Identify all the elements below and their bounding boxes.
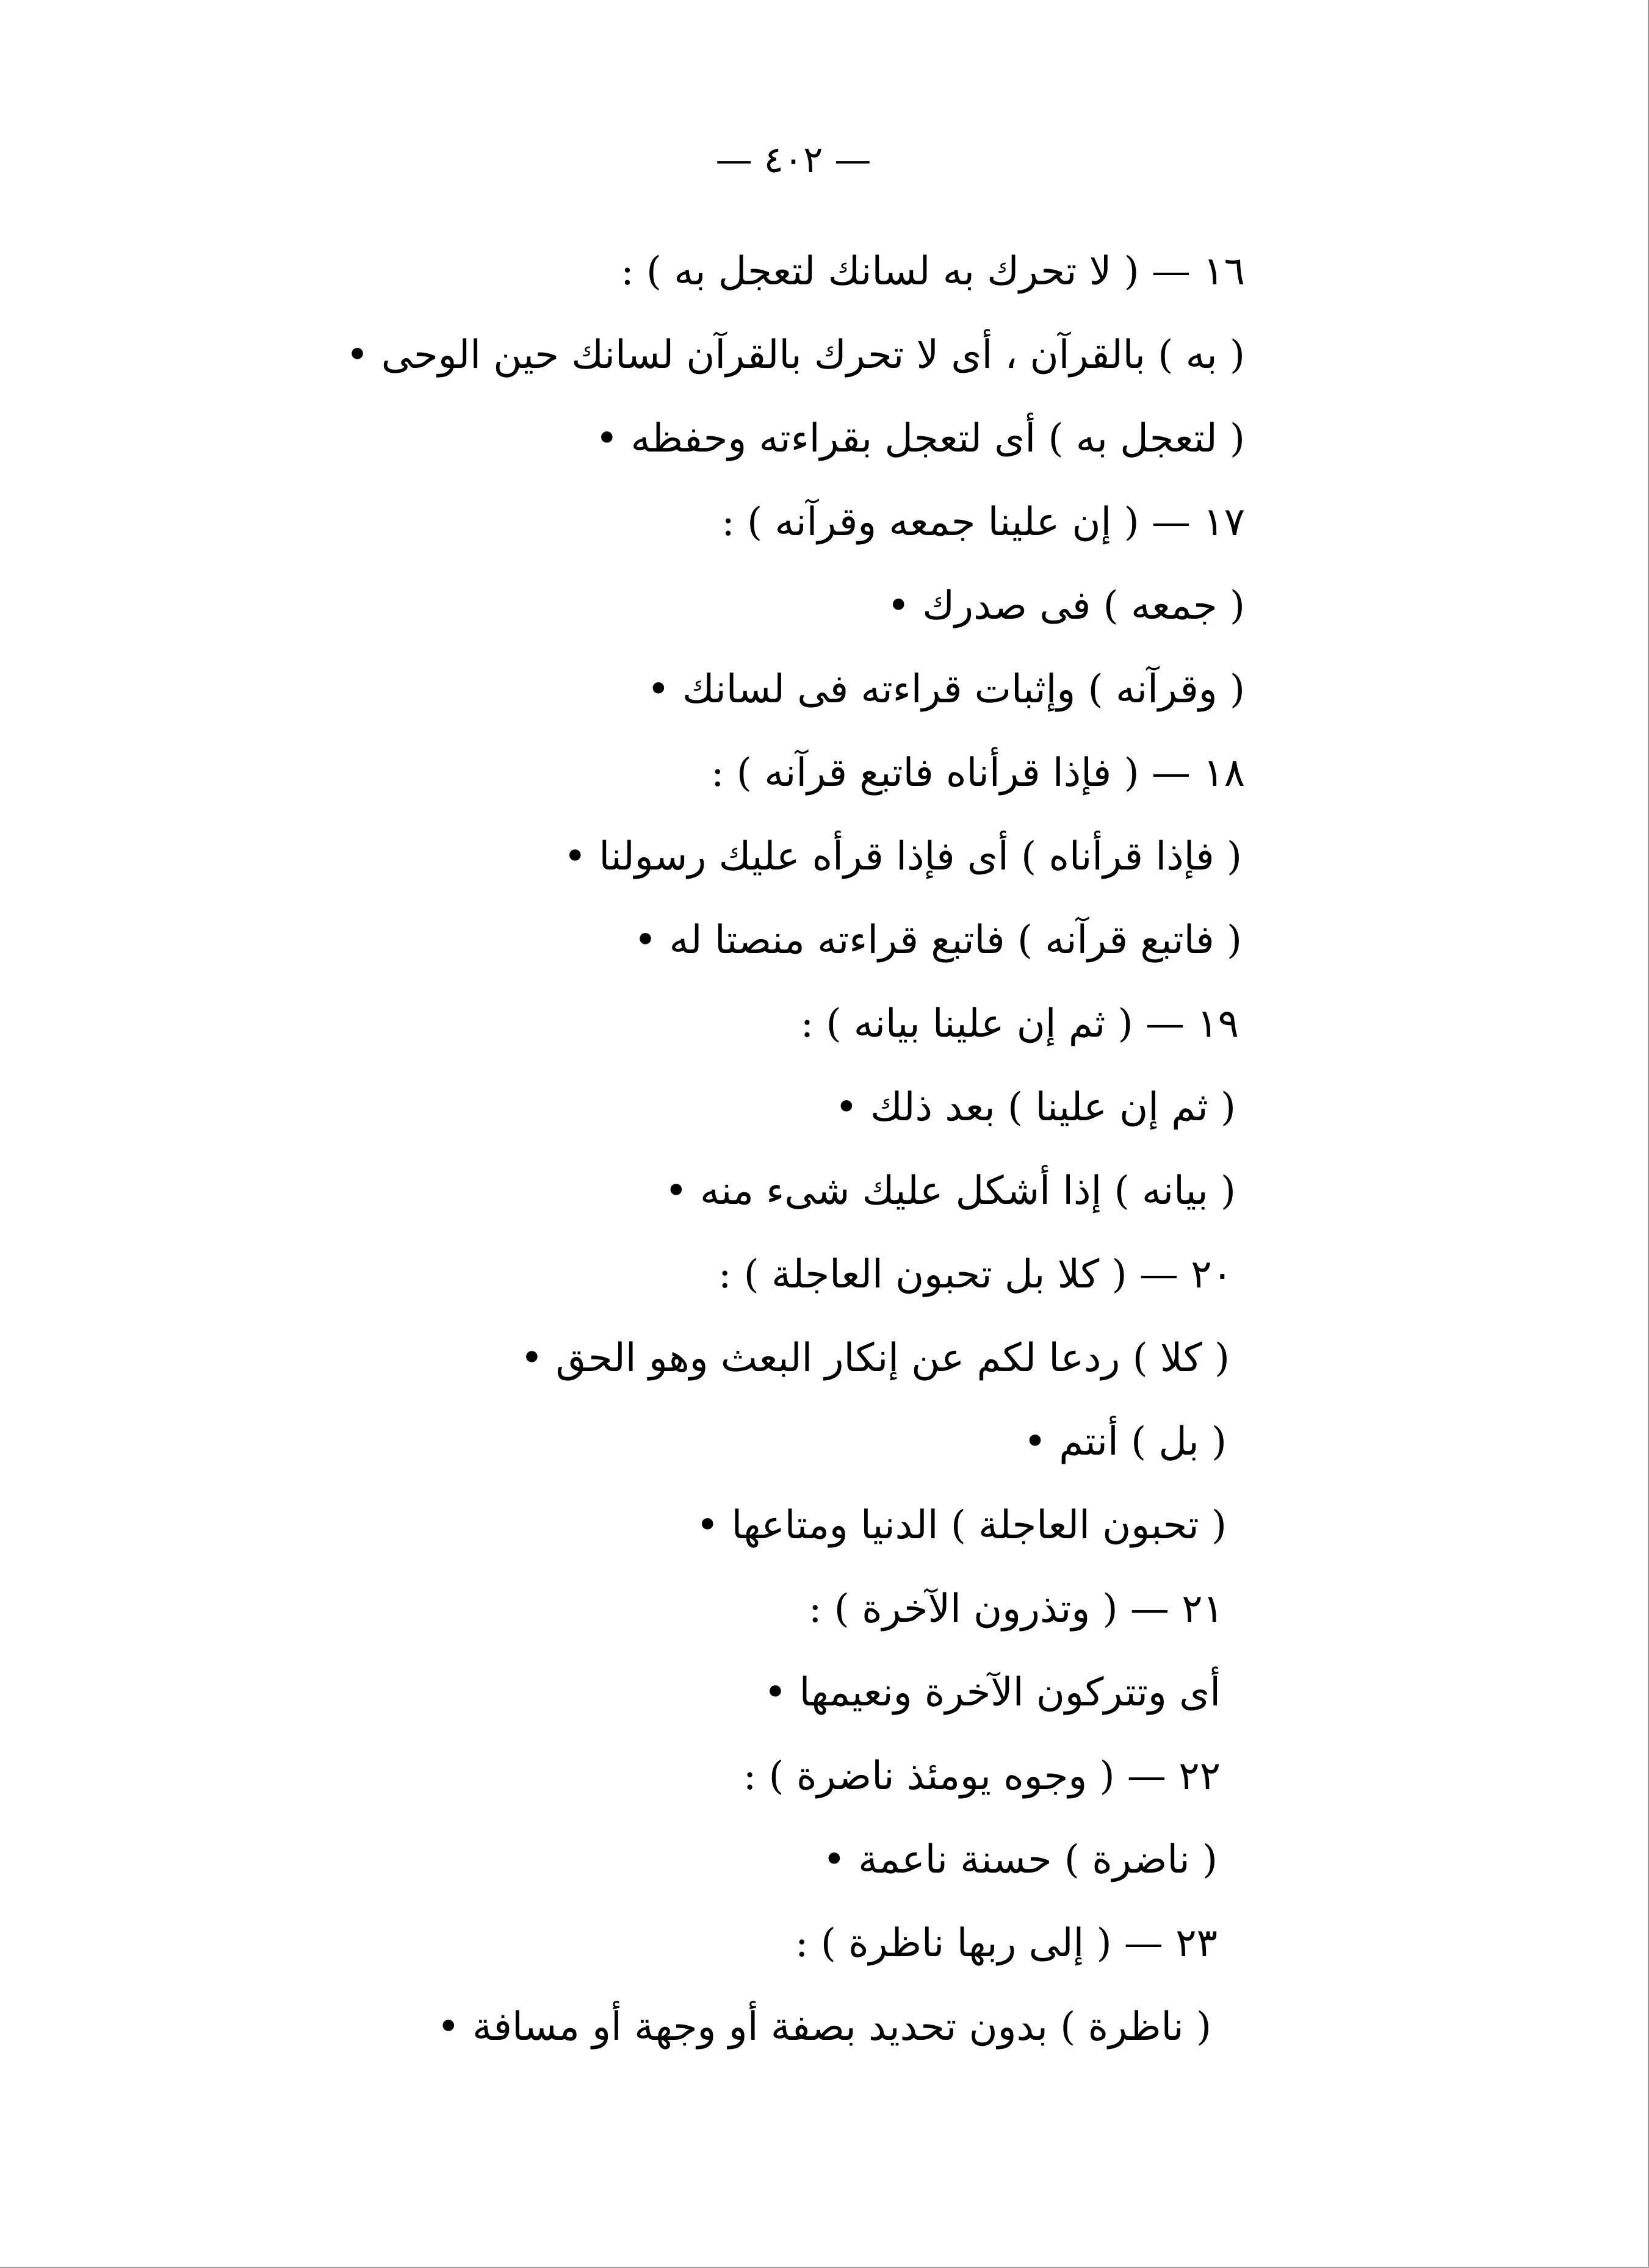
commentary-line: أى وتتركون الآخرة ونعيمها • xyxy=(763,1670,1221,1715)
verse-heading-21: ٢١ — ( وتذرون الآخرة ) : xyxy=(808,1586,1224,1632)
commentary-line: ( ثم إن علينا ) بعد ذلك • xyxy=(835,1085,1236,1130)
verse-heading-17: ١٧ — ( إن علينا جمعه وقرآنه ) : xyxy=(721,500,1245,545)
commentary-line: ( بيانه ) إذا أشكل عليك شىء منه • xyxy=(664,1168,1236,1214)
verse-heading-23: ٢٣ — ( إلى ربها ناظرة ) : xyxy=(795,1921,1218,1966)
commentary-line: ( لتعجل به ) أى لتعجل بقراءته وحفظه • xyxy=(595,416,1245,461)
commentary-line: ( وقرآنه ) وإثبات قراءته فى لسانك • xyxy=(646,667,1245,712)
commentary-line: ( ناظرة ) بدون تحديد بصفة أو وجهة أو مسافة • xyxy=(436,2004,1211,2050)
page-number: — ٤٠٢ — xyxy=(715,139,871,181)
commentary-line: ( فإذا قرأناه ) أى فإذا قرأه عليك رسولنا • xyxy=(563,834,1242,879)
commentary-line: ( تحبون العاجلة ) الدنيا ومتاعها • xyxy=(696,1503,1227,1548)
verse-heading-22: ٢٢ — ( وجوه يومئذ ناضرة ) : xyxy=(743,1754,1221,1799)
commentary-line: ( بل ) أنتم • xyxy=(1023,1419,1227,1464)
verse-heading-20: ٢٠ — ( كلا بل تحبون العاجلة ) : xyxy=(718,1252,1233,1297)
commentary-line: ( ناضرة ) حسنة ناعمة • xyxy=(823,1837,1218,1882)
commentary-line: ( كلا ) ردعا لكم عن إنكار البعث وهو الحق • xyxy=(520,1336,1230,1381)
commentary-line: ( فاتبع قرآنه ) فاتبع قراءته منصتا له • xyxy=(633,918,1242,963)
commentary-line: ( جمعه ) فى صدرك • xyxy=(887,583,1245,628)
verse-heading-16: ١٦ — ( لا تحرك به لسانك لتعجل به ) : xyxy=(621,249,1245,294)
verse-heading-19: ١٩ — ( ثم إن علينا بيانه ) : xyxy=(800,1001,1239,1046)
commentary-line: ( به ) بالقرآن ، أى لا تحرك بالقرآن لسانك حين الوحى • xyxy=(345,333,1245,378)
verse-heading-18: ١٨ — ( فإذا قرأناه فاتبع قرآنه ) : xyxy=(711,751,1245,796)
